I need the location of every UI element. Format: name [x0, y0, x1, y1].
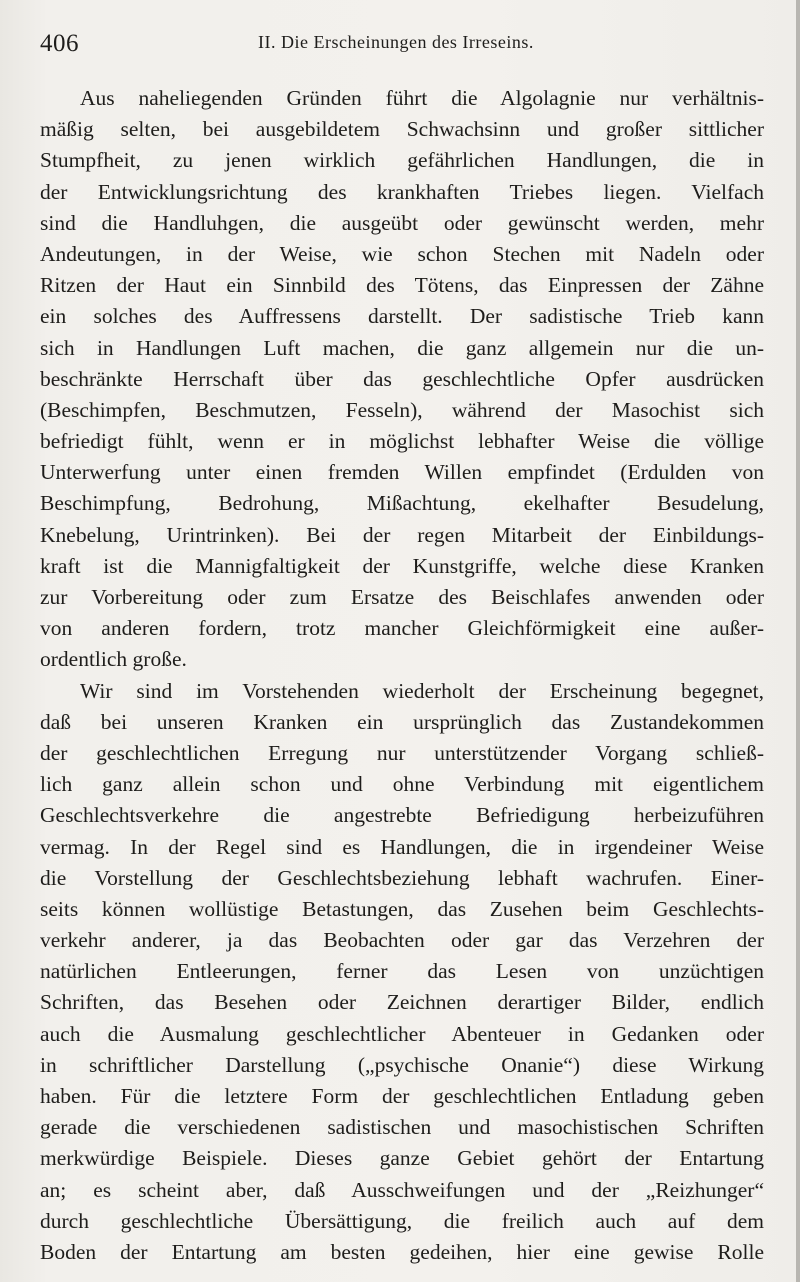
running-head: II. Die Erscheinungen des Irreseins. [258, 32, 534, 52]
text-line: Schriften, das Besehen oder Zeichnen derartiger Bilder, endlich [40, 990, 764, 1015]
page-header [40, 30, 760, 60]
text-line: an; es scheint aber, daß Ausschweifungen und der „Reizhunger“ [40, 1177, 764, 1202]
text-line: natürlichen Entleerungen, ferner das Lesen von unzüchtigen [40, 959, 764, 984]
paragraph-2 [40, 676, 764, 1269]
text-line: Wir sind im Vorstehenden wiederholt der Erscheinung begegnet, [80, 678, 764, 703]
paragraph-1 [40, 83, 764, 676]
text-line: Geschlechtsverkehre die angestrebte Befriedigung herbeizuführen [40, 803, 764, 828]
text-line: Knebelung, Urintrinken). Bei der regen Mitarbeit der Einbildungs- [40, 522, 764, 547]
text-line: auch die Ausmalung geschlechtlicher Abenteuer in Gedanken oder [40, 1021, 764, 1046]
text-line: daß bei unseren Kranken ein ursprünglich das Zustandekommen [40, 709, 764, 734]
text-line: haben. Für die letztere Form der geschlechtlichen Entladung geben [40, 1084, 764, 1108]
text-line: (Beschimpfen, Beschmutzen, Fesseln), während der Masochist sich [40, 397, 764, 422]
text-line: Andeutungen, in der Weise, wie schon Stechen mit Nadeln oder [40, 241, 764, 266]
text-line: sich in Handlungen Luft machen, die ganz allgemein nur die un- [40, 335, 764, 360]
text-line: mäßig selten, bei ausgebildetem Schwachsinn und großer sittlicher [40, 117, 764, 142]
text-line: ein solches des Auffressens darstellt. Der sadistische Trieb kann [40, 304, 764, 329]
text-line: befriedigt fühlt, wenn er in möglichst lebhafter Weise die völlige [40, 429, 764, 454]
text-line: Stumpfheit, zu jenen wirklich gefährlichen Handlungen, die in [40, 148, 764, 173]
text-line: Aus naheliegenden Gründen führt die Algolagnie nur verhältnis- [80, 86, 764, 110]
text-line: Boden der Entartung am besten gedeihen, hier eine gewise Rolle [40, 1239, 764, 1264]
text-line: sind die Handluhgen, die ausgeübt oder gewünscht werden, mehr [40, 210, 764, 235]
text-line: ordentlich große. [40, 647, 187, 672]
text-line: verkehr anderer, ja das Beobachten oder gar das Verzehren der [40, 928, 764, 953]
text-line: kraft ist die Mannigfaltigkeit der Kunstgriffe, welche diese Kranken [40, 553, 764, 578]
body-text [40, 83, 764, 1268]
text-line: seits können wollüstige Betastungen, das Zusehen beim Geschlechts- [40, 896, 764, 921]
text-line: die Vorstellung der Geschlechtsbeziehung lebhaft wachrufen. Einer- [40, 865, 764, 890]
text-line: lich ganz allein schon und ohne Verbindung mit eigentlichem [40, 772, 764, 797]
page-edge-shadow [796, 0, 800, 1282]
text-line: von anderen fordern, trotz mancher Gleichförmigkeit eine außer- [40, 616, 764, 641]
text-line: Ritzen der Haut ein Sinnbild des Tötens, das Einpressen der Zähne [40, 273, 764, 298]
text-line: gerade die verschiedenen sadistischen und masochistischen Schriften [40, 1115, 764, 1140]
text-line: durch geschlechtliche Übersättigung, die freilich auch auf dem [40, 1208, 764, 1233]
text-line: der geschlechtlichen Erregung nur unterstützender Vorgang schließ- [40, 740, 764, 765]
text-line: der Entwicklungsrichtung des krankhaften Triebes liegen. Vielfach [40, 179, 764, 204]
text-line: merkwürdige Beispiele. Dieses ganze Gebiet gehört der Entartung [40, 1146, 764, 1171]
text-line: in schriftlicher Darstellung („psychische Onanie“) diese Wirkung [40, 1052, 764, 1077]
text-line: Beschimpfung, Bedrohung, Mißachtung, ekelhafter Besudelung, [40, 491, 764, 516]
page-number: 406 [40, 30, 79, 57]
text-line: Unterwerfung unter einen fremden Willen empfindet (Erdulden von [40, 460, 764, 485]
text-line: zur Vorbereitung oder zum Ersatze des Beischlafes anwenden oder [40, 585, 764, 609]
text-line: vermag. In der Regel sind es Handlungen, die in irgendeiner Weise [40, 834, 764, 859]
text-line: beschränkte Herrschaft über das geschlechtliche Opfer ausdrücken [40, 366, 764, 391]
